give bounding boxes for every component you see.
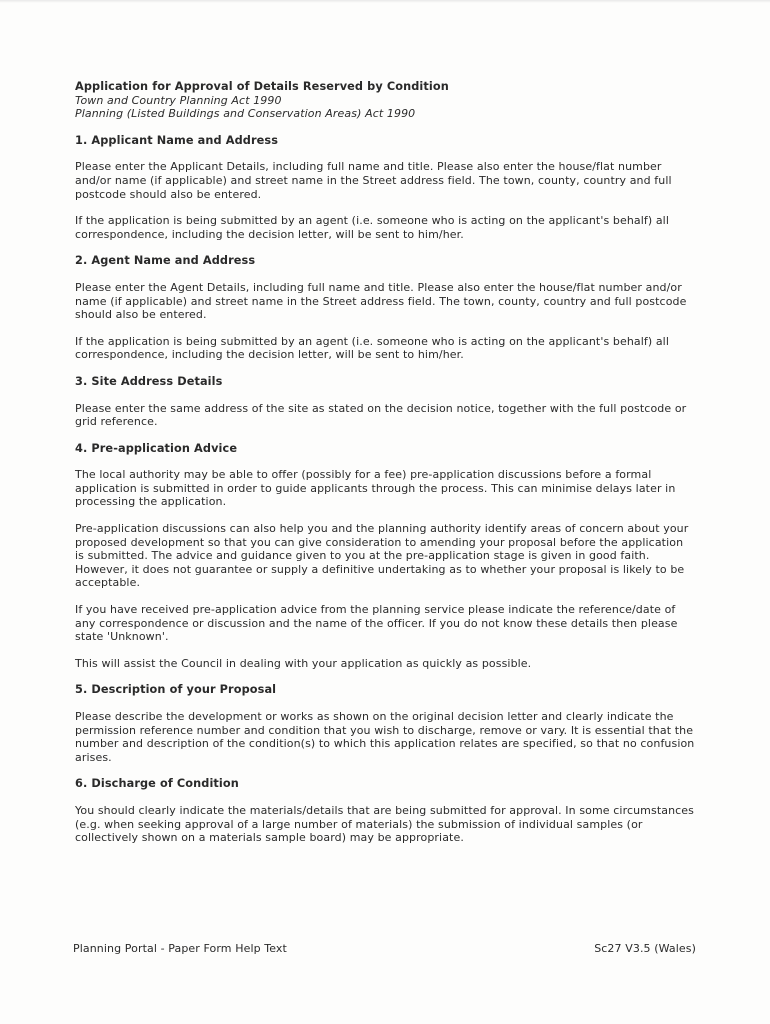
section-paragraph: Please describe the development or works as shown on the original decision letter and clearly indicate the permission reference number and condition that you wish to discharge, remove or vary. It is essential that the number and description of the condition(s) to which this application relates are specified, so that no confusion arises. (75, 710, 695, 764)
section-paragraph: Please enter the Applicant Details, including full name and title. Please also enter the house/flat number and/or name (if applicable) and street name in the Street address field. The town, county, country and full postcode should also be entered. (75, 160, 672, 201)
page-footer (73, 942, 696, 956)
document-body (75, 80, 695, 845)
section-heading-applicant: 1. Applicant Name and Address (75, 133, 279, 147)
section-heading-site-address: 3. Site Address Details (75, 374, 223, 388)
section-paragraph: Please enter the same address of the site as stated on the decision notice, together with the full postcode or grid reference. (75, 401, 687, 429)
section-heading-proposal: 5. Description of your Proposal (75, 683, 277, 697)
section-paragraph: If the application is being submitted by an agent (i.e. someone who is acting on the applicant's behalf) all correspondence, including the decision letter, will be sent to him/her. (75, 214, 669, 241)
section-paragraph: This will assist the Council in dealing with your application as quickly as possible. (75, 656, 532, 670)
scan-edge (0, 0, 770, 3)
document-title: Application for Approval of Details Reserved by Condition (75, 80, 449, 93)
act-reference-2: Planning (Listed Buildings and Conservation Areas) Act 1990 (75, 107, 416, 121)
section-paragraph: You should clearly indicate the materials/details that are being submitted for approval. In some circumstances (e.g. when seeking approval of a large number of materials) the submission of individual samples (or collectively shown on a materials sample board) may be appropriate. (75, 803, 694, 845)
act-reference-1: Town and Country Planning Act 1990 (75, 93, 282, 107)
footer-form-version: Sc27 V3.5 (Wales) (594, 942, 696, 955)
section-paragraph: Please enter the Agent Details, including full name and title. Please also enter the house/flat number and/or name (if applicable) and street name in the Street address field. The town, county, country and full postcode should also be entered. (75, 280, 687, 322)
section-heading-pre-application: 4. Pre-application Advice (75, 441, 238, 455)
section-paragraph: The local authority may be able to offer (possibly for a fee) pre-application discussions before a formal application is submitted in order to guide applicants through the process. This can minimise delays later in processing the application. (75, 468, 676, 509)
section-heading-discharge: 6. Discharge of Condition (75, 777, 239, 791)
section-heading-agent: 2. Agent Name and Address (75, 254, 256, 268)
section-paragraph: If the application is being submitted by an agent (i.e. someone who is acting on the applicant's behalf) all correspondence, including the decision letter, will be sent to him/her. (75, 334, 669, 362)
section-paragraph: Pre-application discussions can also help you and the planning authority identify areas of concern about your proposed development so that you can give consideration to amending your proposal before the application is submitted. The advice and guidance given to you at the pre-application stage is given in good faith. However, it does not guarantee or supply a definitive undertaking as to whether your proposal is likely to be acceptable. (75, 522, 689, 590)
section-paragraph: If you have received pre-application advice from the planning service please indicate the reference/date of any correspondence or discussion and the name of the officer. If you do not know these details then please state 'Unknown'. (75, 603, 678, 644)
footer-form-title: Planning Portal - Paper Form Help Text (73, 942, 287, 955)
